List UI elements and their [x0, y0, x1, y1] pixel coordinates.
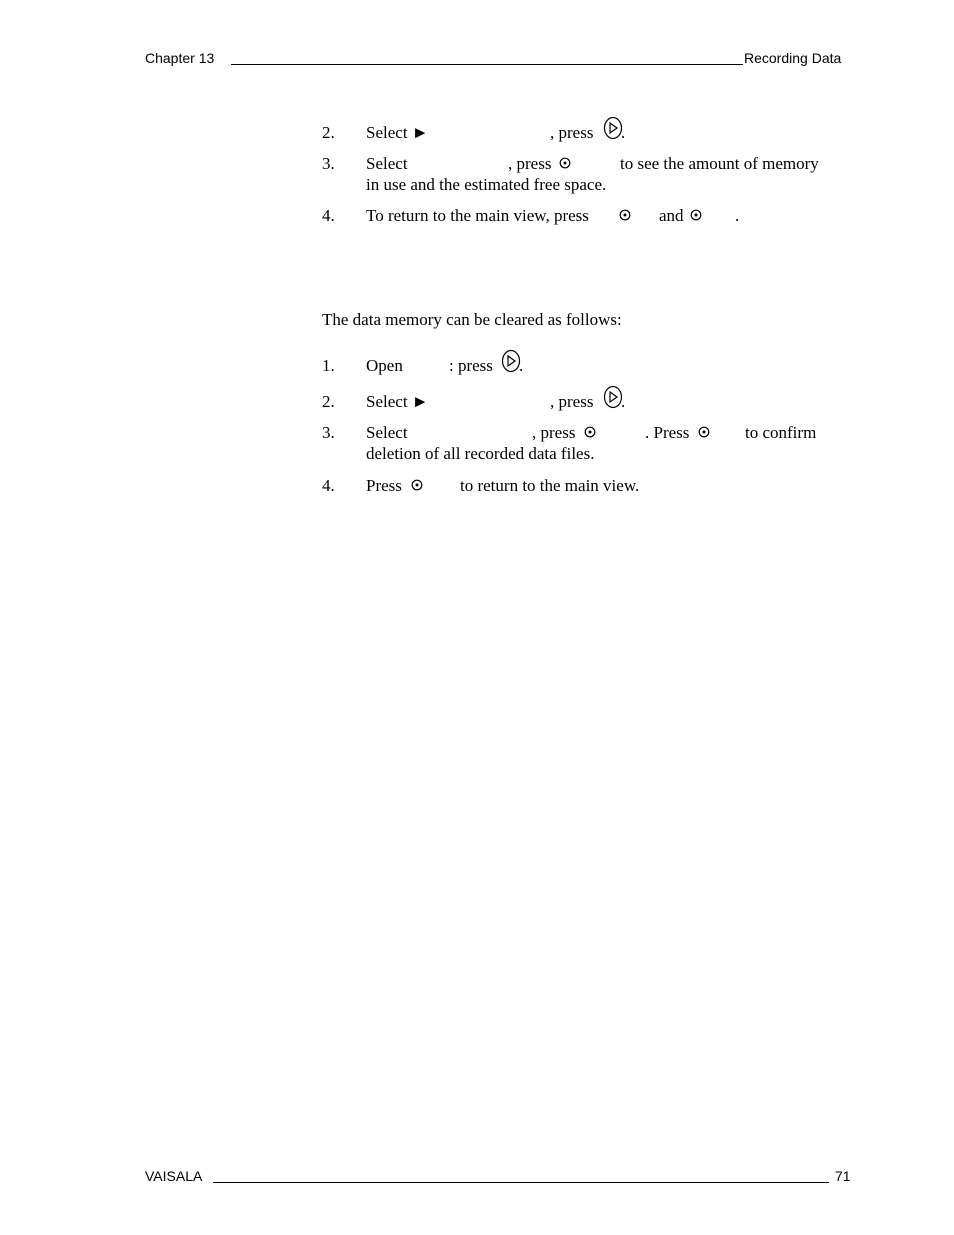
arrow-button-icon — [501, 349, 521, 373]
step-text: . — [519, 356, 524, 375]
step-text: . — [621, 123, 626, 142]
function-key-icon — [619, 209, 631, 221]
step-text: to see the amount of memory — [620, 154, 819, 173]
step-number: 3. — [322, 154, 335, 173]
header-rule — [231, 64, 743, 65]
step-number: 1. — [322, 356, 335, 375]
step-text: deletion of all recorded data files. — [366, 444, 595, 463]
step-text: Open — [366, 356, 403, 375]
step-text: in use and the estimated free space. — [366, 175, 607, 194]
step-number: 3. — [322, 423, 335, 442]
step-text: , press — [508, 154, 552, 173]
footer-rule — [213, 1182, 829, 1183]
step-number: 4. — [322, 476, 335, 495]
arrow-button-icon — [603, 116, 623, 140]
function-key-icon — [698, 426, 710, 438]
step-text: . Press — [645, 423, 690, 442]
step-text: , press — [532, 423, 576, 442]
step-text: . — [621, 392, 626, 411]
step-text: . — [735, 206, 740, 225]
step-number: 4. — [322, 206, 335, 225]
step-text: to confirm — [745, 423, 817, 442]
step-text: , press — [550, 123, 594, 142]
step-text: : press — [449, 356, 493, 375]
page-number: 71 — [835, 1168, 851, 1184]
clear-memory-intro: The data memory can be cleared as follows: — [322, 310, 622, 329]
function-key-icon — [584, 426, 596, 438]
function-key-icon — [411, 479, 423, 491]
step-text: To return to the main view, press — [366, 206, 589, 225]
step-number: 2. — [322, 123, 335, 142]
footer-company: VAISALA — [145, 1168, 203, 1184]
step-text: Press — [366, 476, 402, 495]
step-text: , press — [550, 392, 594, 411]
function-key-icon — [559, 157, 571, 169]
step-number: 2. — [322, 392, 335, 411]
step-text: Select — [366, 423, 408, 442]
chapter-label: Chapter 13 — [145, 50, 215, 66]
step-text: and — [659, 206, 684, 225]
function-key-icon — [690, 209, 702, 221]
step-text: Select ► — [366, 123, 429, 142]
step-text: Select — [366, 154, 408, 173]
step-text: Select ► — [366, 392, 429, 411]
section-title: Recording Data — [744, 50, 842, 66]
arrow-button-icon — [603, 385, 623, 409]
step-text: to return to the main view. — [460, 476, 640, 495]
